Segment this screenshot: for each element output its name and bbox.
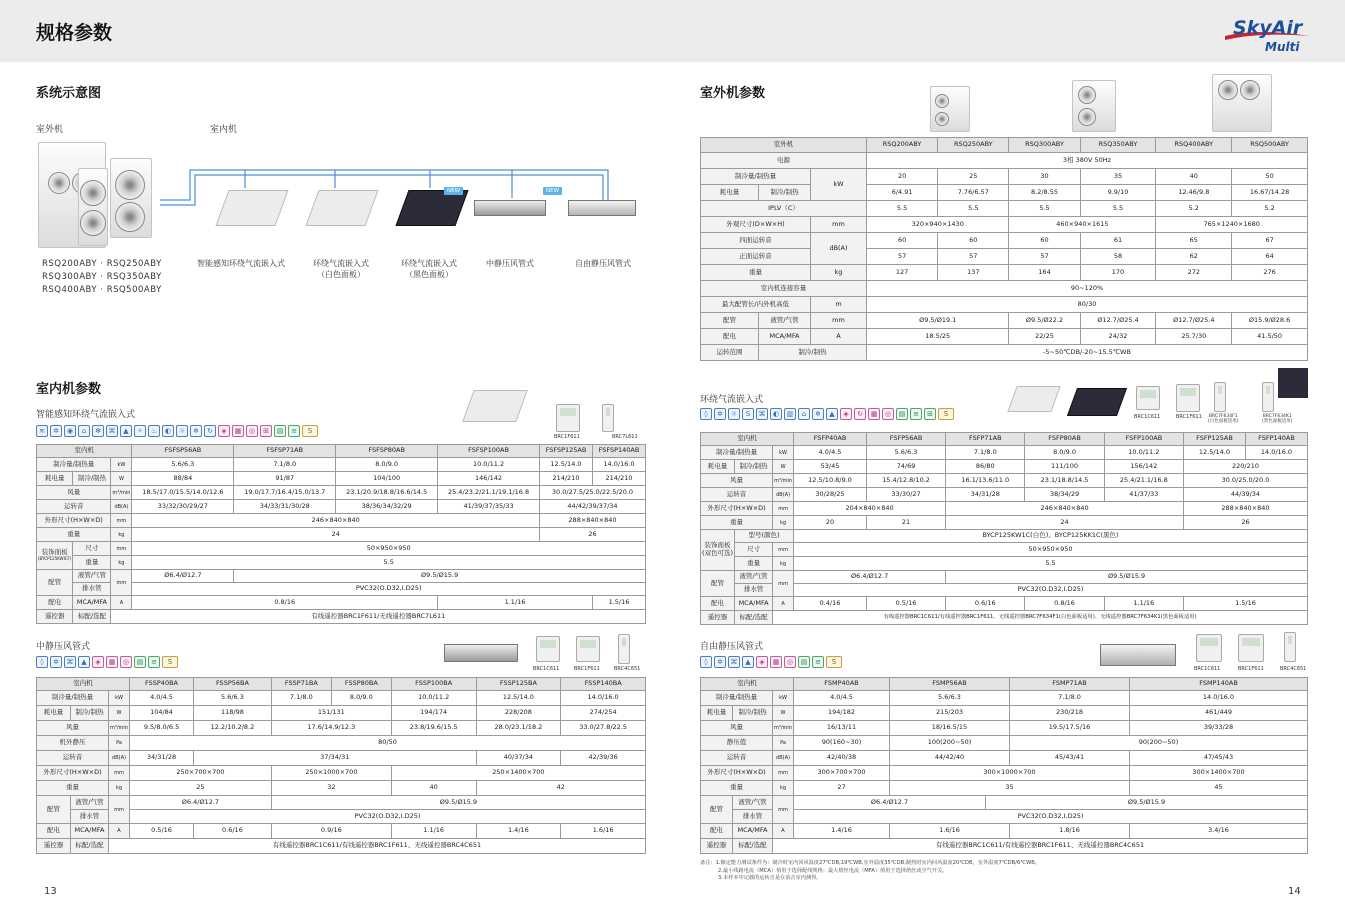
feature-icon: ▤ <box>896 408 908 420</box>
remote-image <box>602 404 614 432</box>
t4-title: 自由静压风管式 <box>700 642 764 652</box>
feature-icon: ⌘ <box>728 656 740 668</box>
feature-icon: ❄ <box>812 408 824 420</box>
remote-image <box>1196 634 1222 662</box>
feature-icon: ⌂ <box>78 425 90 437</box>
page-title: 规格参数 <box>36 22 113 44</box>
feature-icon: ⌘ <box>64 656 76 668</box>
outdoor-label: 室外机 <box>36 125 64 135</box>
self-icon: S <box>938 408 954 420</box>
self-icon: S <box>302 425 318 437</box>
remote-label: BRC1C611 <box>1134 414 1161 420</box>
feature-icon: ▦ <box>868 408 880 420</box>
indoor-label: 室内机 <box>210 125 238 135</box>
feature-icon: ✻ <box>92 425 104 437</box>
remote-label: BRC1F611 <box>554 434 580 440</box>
remote-label: BRC7F634F1 (白色面板适用) <box>1208 414 1239 425</box>
feature-icons <box>700 656 842 668</box>
new-badge: NEW <box>444 187 463 195</box>
dark-corner-image <box>1278 368 1308 398</box>
remote-label: BRC4C651 <box>1280 666 1307 672</box>
duct-medium-image <box>474 200 546 216</box>
feature-icon: ⌘ <box>106 425 118 437</box>
t1-title: 智能感知环绕气流嵌入式 <box>36 410 136 420</box>
feature-icon: ◈ <box>92 656 104 668</box>
t2-spec-table: 室内机 FSFP40AB FSFP56AB FSFP71AB FSFP80AB FSFP100AB FSFP125AB FSFP140AB 制冷量/制热量 kW 4.0/4.5 5.6/6.3 7.1/8.0 8.0/9.0 10.0/11.2 12.5/14.0 14.0/16.0 耗电量 制冷/制热 W 53/45 74/69 86/80 111/100 156/142 220/210 风量 m³/min 12.5/10.8/9.0 15.4/12.8/10.2 16.1/13.6/11.0 23.1/18.8/14.5 25.4/21.1/16.8 30.0/25.0/20.0 运转音 dB(A) 30/28/25 33/30/27 34/31/28 38/34/29 41/37/33 44/39/34 外形尺寸(H×W×D) mm 204×840×840 246×840×840 288×840×840 重量 kg 20 21 24 26 装饰面板 (双色可选) 型号(颜色) BYCP125KW1C(白色)、BYCP125KK1C(黑色) 尺寸 mm 50×950×950 重量 kg 5.5 配管 液管/气管 mm Ø6.4/Ø12.7 Ø9.5/Ø15.9 排水管 PVC32(O.D32,I.D25) 配电 MCA/MFA A 0.4/16 0.5/16 0.6/16 0.8/16 1.1/16 1.5/16 遥控器 标配/选配 有线遥控器BRC1C611/有线遥控器BRC1F611、无线遥控器BRC7F634F1(白色面板适用)、无线遥控器BRC7F634K1(黑色面板适用) <box>700 432 1308 625</box>
duct-free-image <box>568 200 636 216</box>
feature-icon: ▲ <box>78 656 90 668</box>
feature-icon: ⌘ <box>756 408 768 420</box>
feature-icon: ◊ <box>700 656 712 668</box>
feature-icon: ⌂ <box>798 408 810 420</box>
feature-icon: ✲ <box>714 656 726 668</box>
feature-icon: ≡ <box>910 408 922 420</box>
outdoor-spec-table: 室外机 RSQ200ABY RSQ250ABY RSQ300ABY RSQ350ABY RSQ400ABY RSQ500ABY 电源 3相 380V 50Hz 制冷量/制热量 kW 20 25 30 35 40 50 耗电量 制冷/制热 6/4.91 7.76/6.57 8.2/8.55 9.9/10 12.46/9.8 16.67/14.28 IPLV（C） 5.5 5.5 5.5 5.5 5.2 5.2 外观尺寸(D×W×H) mm 320×940×1430 460×940×1615 765×1240×1680 四面运转音 dB(A) 60 60 60 61 65 67 正面运转音 57 57 57 58 62 64 重量 kg 127 137 164 170 272 276 室内机连接容量 90~120% 最大配管长/内外机高低 m 80/30 配管 液管/气管 mm Ø9.5/Ø19.1 Ø9.5/Ø22.2 Ø12.7/Ø25.4 Ø12.7/Ø25.4 Ø15.9/Ø28.6 配电 MCA/MFA A 18.5/25 22/25 24/32 25.7/30 41.5/50 运转范围 制冷/制热 -5~50℃DB/-20~15.5℃WB <box>700 137 1308 361</box>
system-title: 系统示意图 <box>36 86 102 101</box>
indoor-type-label: 环绕气流嵌入式 （白色面板） <box>313 259 369 279</box>
remote-label: BRC1F611 <box>1176 414 1202 420</box>
indoor-type-label: 环绕气流嵌入式 （黑色面板） <box>401 259 457 279</box>
remote-image <box>556 404 580 432</box>
remote-image <box>1214 382 1226 412</box>
feature-icon: ⊞ <box>924 408 936 420</box>
t4-spec-table: 室内机 FSMP40AB FSMP56AB FSMP71AB FSMP140AB 制冷量/制热量 kW 4.0/4.5 5.6/6.3 7.1/8.0 14.0/16.0 耗电量 制冷/制热 W 194/182 215/203 230/218 461/449 风量 m³/min 16/13/11 18/16.5/15 19.5/17.5/16 39/33/28 静压值 Pa 90(160~30) 100(200~50) 90(200~50) 运转音 dB(A) 42/40/38 44/42/40 45/43/41 47/45/43 外形尺寸(H×W×D) mm 300×700×700 300×1000×700 300×1400×700 重量 kg 27 35 45 配管 液管/气管 mm Ø6.4/Ø12.7 Ø9.5/Ø15.9 排水管 PVC32(O.D32,I.D25) 配电 MCA/MFA A 1.4/16 1.6/16 1.8/16 3.4/16 遥控器 标配/选配 有线遥控器BRC1C611/有线遥控器BRC1F611、无线遥控器BRC4C651 <box>700 677 1308 854</box>
self-icon: S <box>826 656 842 668</box>
indoor-params-title: 室内机参数 <box>36 382 102 397</box>
feature-icon: ☼ <box>176 425 188 437</box>
self-icon: S <box>162 656 178 668</box>
feature-icon: ❄ <box>190 425 202 437</box>
feature-icon: ≡ <box>148 656 160 668</box>
feature-icon: ≡ <box>812 656 824 668</box>
feature-icon: ☼ <box>728 408 740 420</box>
remote-image <box>576 636 600 662</box>
remote-image <box>1136 386 1160 410</box>
feature-icon: ▦ <box>232 425 244 437</box>
feature-icon: ✲ <box>50 425 62 437</box>
t3-title: 中静压风管式 <box>36 642 91 652</box>
t3-spec-table: 室内机 FSSP40BA FSSP56BA FSSP71BA FSSP80BA FSSP100BA FSSP125BA FSSP140BA 制冷量/制热量 kW 4.0/4.5 5.6/6.3 7.1/8.0 8.0/9.0 10.0/11.2 12.5/14.0 14.0/16.0 耗电量 制冷/制热 W 104/84 118/98 151/131 194/174 228/208 274/254 风量 m³/min 9.5/8.0/6.5 12.2/10.2/8.2 17.6/14.9/12.3 23.8/19.6/15.5 28.0/23.1/18.2 33.0/27.8/22.5 机外静压 Pa 80/50 运转音 dB(A) 34/31/28 37/34/31 40/37/34 42/39/36 外形尺寸(H×W×D) mm 250×700×700 250×1000×700 250×1400×700 重量 kg 25 32 40 42 配管 液管/气管 mm Ø6.4/Ø12.7 Ø9.5/Ø15.9 排水管 PVC32(O.D32,I.D25) 配电 MCA/MFA A 0.5/16 0.6/16 0.9/16 1.1/16 1.4/16 1.6/16 遥控器 标配/选配 有线遥控器BRC1C611/有线遥控器BRC1F611、无线遥控器BRC4C651 <box>36 677 646 854</box>
feature-icon: ◎ <box>246 425 258 437</box>
feature-icon: ✲ <box>714 408 726 420</box>
t3-product-image <box>444 644 518 662</box>
remote-image <box>1262 382 1274 412</box>
feature-icon: ▤ <box>274 425 286 437</box>
feature-icon: ◎ <box>784 656 796 668</box>
remote-label: BRC1C611 <box>533 666 560 672</box>
svg-text:SkyAir: SkyAir <box>1233 17 1303 39</box>
feature-icon: ≋ <box>36 425 48 437</box>
remote-label: BRC4C651 <box>614 666 641 672</box>
feature-icon: ◈ <box>218 425 230 437</box>
new-badge: NEW <box>543 187 562 195</box>
t2-product-white-image <box>1007 386 1060 412</box>
feature-icon: ↻ <box>204 425 216 437</box>
feature-icon: S <box>742 408 754 420</box>
feature-icon: ◉ <box>64 425 76 437</box>
feature-icon: ≡ <box>288 425 300 437</box>
feature-icon: ◊ <box>36 656 48 668</box>
svg-text:Multi: Multi <box>1265 40 1300 54</box>
remote-image <box>536 636 560 662</box>
feature-icon: ▥ <box>784 408 796 420</box>
t2-product-black-image <box>1067 388 1127 416</box>
feature-icons <box>36 656 178 668</box>
feature-icon: ▲ <box>826 408 838 420</box>
feature-icon: ◈ <box>756 656 768 668</box>
t4-product-image <box>1100 644 1176 666</box>
feature-icon: ▦ <box>770 656 782 668</box>
t1-spec-table: 室内机 FSFSP56AB FSFSP71AB FSFSP80AB FSFSP100AB FSFSP125AB FSFSP140AB 制冷量/制热量 kW 5.6/6.3 7.1/8.0 8.0/9.0 10.0/11.2 12.5/14.0 14.0/16.0 耗电量 制冷/制热 W 88/84 91/87 104/100 146/142 214/210 214/210 风量 m³/min 18.5/17.0/15.5/14.0/12.6 19.0/17.7/16.4/15.0/13.7 23.1/20.9/18.8/16.6/14.5 25.4/23.2/21.1/19.1/16.8 30.0/27.5/25.0/22.5/20.0 运转音 dB(A) 33/32/30/29/27 34/33/31/30/28 38/36/34/32/29 41/39/37/35/33 44/42/39/37/34 外形尺寸(H×W×D) mm 246×840×840 288×840×840 重量 kg 24 26 装饰面板 (BYCP125KWICF) 尺寸 mm 50×950×950 重量 kg 5.5 配管 液管/气管 mm Ø6.4/Ø12.7 Ø9.5/Ø15.9 排水管 PVC32(O.D32,I.D25) 配电 MCA/MFA A 0.8/16 1.1/16 1.5/16 遥控器 标配/选配 有线遥控器BRC1F611/无线遥控器BRC7L611 <box>36 444 646 624</box>
indoor-type-label: 自由静压风管式 <box>575 259 631 268</box>
indoor-type-label: 中静压风管式 <box>486 259 534 268</box>
feature-icon: ◎ <box>882 408 894 420</box>
t2-title: 环绕气流嵌入式 <box>700 395 764 405</box>
page-number-right: 14 <box>1288 886 1301 897</box>
feature-icon: ◈ <box>840 408 852 420</box>
remote-label: BRC1F611 <box>1238 666 1264 672</box>
outdoor-model-line: RSQ400ABY · RSQ500ABY <box>42 285 162 296</box>
feature-icon: ✲ <box>50 656 62 668</box>
skyair-logo <box>1219 6 1315 56</box>
feature-icon: ⊞ <box>260 425 272 437</box>
feature-icon: ✧ <box>134 425 146 437</box>
feature-icon: ◐ <box>162 425 174 437</box>
outdoor-model-line: RSQ200ABY · RSQ250ABY <box>42 259 162 269</box>
outdoor-model-line: RSQ300ABY · RSQ350ABY <box>42 272 162 283</box>
remote-label: BRC1F611 <box>574 666 600 672</box>
feature-icons <box>700 408 954 420</box>
page-number-left: 13 <box>44 886 57 897</box>
feature-icon: ♨ <box>148 425 160 437</box>
remote-label: BRC1C611 <box>1194 666 1221 672</box>
remote-label: BRC7F634K1 (黑色面板适用) <box>1262 414 1293 425</box>
remote-image <box>618 634 630 664</box>
feature-icon: ▲ <box>742 656 754 668</box>
remote-image <box>1176 384 1200 412</box>
indoor-type-label: 智能感知环绕气流嵌入式 <box>197 259 285 268</box>
remote-label: BRC7L611 <box>612 434 638 440</box>
feature-icon: ◐ <box>770 408 782 420</box>
footnotes: 备注：1.额定能力测试条件为：制冷时室内回风温度27℃DB,19℃WB,室外温度35℃DB;制热时室内回风温度20℃DB，室外温度7℃DB/6℃WB。 2.最小线路电流（MCA）值用于选择配线规格；最大熔丝电流（MFA）值用于选择熔丝或空气开关。 3.本样本中记载的运转音是在消音室内测得。 <box>700 860 1040 882</box>
feature-icon: ◎ <box>120 656 132 668</box>
remote-image <box>1238 634 1264 662</box>
feature-icon: ▤ <box>798 656 810 668</box>
feature-icon: ▦ <box>106 656 118 668</box>
remote-image <box>1284 632 1296 662</box>
feature-icon: ▲ <box>120 425 132 437</box>
feature-icon: ◊ <box>700 408 712 420</box>
t1-product-image <box>462 390 528 422</box>
feature-icon: ▤ <box>134 656 146 668</box>
outdoor-params-title: 室外机参数 <box>700 86 766 101</box>
feature-icon: ↻ <box>854 408 866 420</box>
feature-icons <box>36 425 318 437</box>
